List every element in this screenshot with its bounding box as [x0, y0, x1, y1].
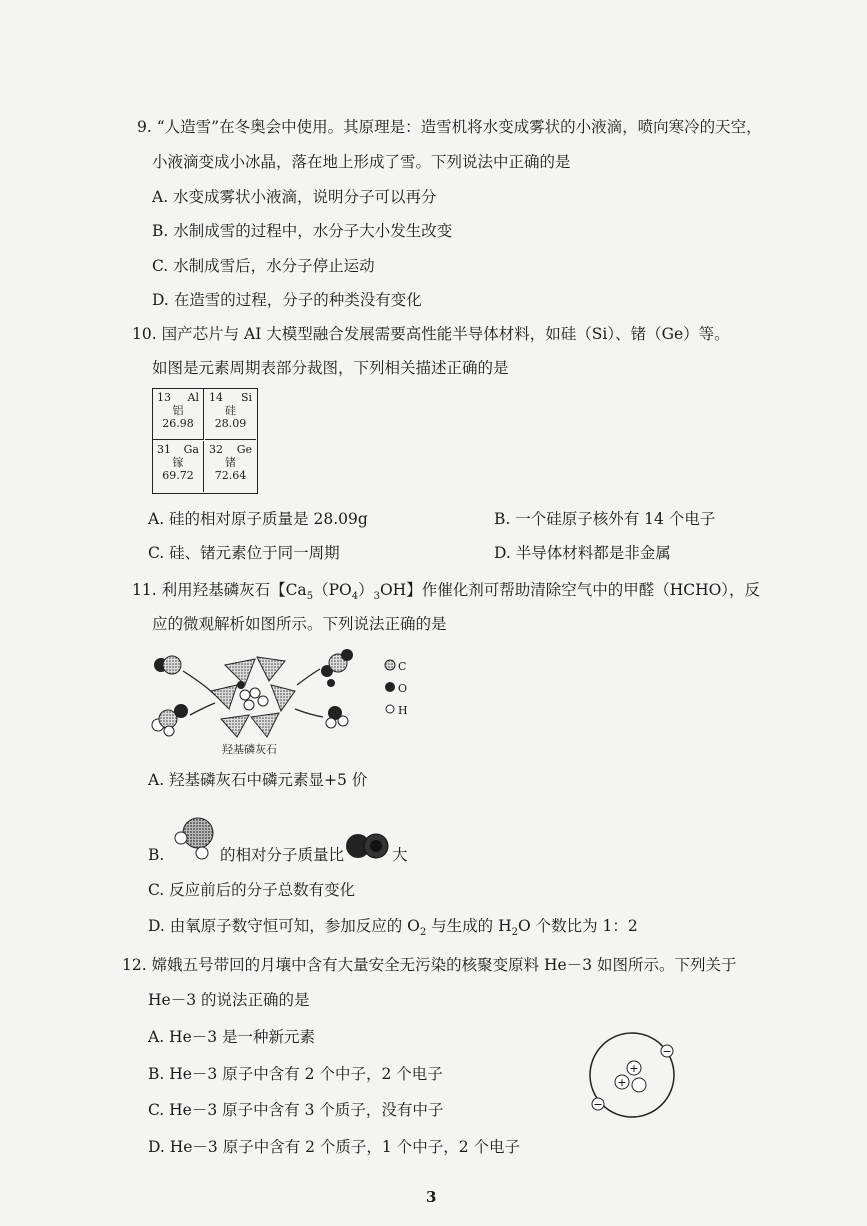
q10-stem-line2: 如图是元素周期表部分裁图，下列相关描述正确的是: [152, 359, 509, 377]
element-name: 锗: [225, 456, 236, 469]
q11-stem-line2: 应的微观解析如图所示。下列说法正确的是: [152, 615, 447, 633]
periodic-table-excerpt: [152, 388, 258, 494]
q11-stem-line1: [132, 580, 761, 603]
element-cell-ge: [205, 441, 256, 492]
neutron-icon: [632, 1078, 646, 1092]
element-number: 31: [157, 443, 171, 456]
q11-stem-part: ）: [358, 581, 374, 599]
diagram-caption: 羟基磷灰石: [222, 743, 277, 756]
element-number: 13: [157, 391, 171, 404]
carbon-dioxide-molecule-icon: [321, 649, 353, 687]
q11-stem-part: 11. 利用羟基磷灰石【Ca: [132, 581, 307, 599]
q11-option-b-letter: B.: [148, 846, 165, 864]
legend: [385, 660, 395, 713]
reaction-diagram: [145, 645, 435, 760]
element-mass: 28.09: [214, 417, 247, 430]
q12-option-d: D. He－3 原子中含有 2 个质子，1 个中子，2 个电子: [148, 1138, 521, 1156]
legend-label-c: C: [398, 660, 407, 673]
element-name: 硅: [225, 404, 236, 417]
q12-option-b: B. He－3 原子中含有 2 个中子，2 个电子: [148, 1065, 443, 1083]
q11-option-d-part: O 个数比为 1：2: [518, 917, 638, 935]
oxygen-atom-icon: [385, 682, 395, 692]
element-mass: 72.64: [214, 469, 247, 482]
q10-stem-line1: 10. 国产芯片与 AI 大模型融合发展需要高性能半导体材料，如硅（Si）、锗（Ge）等。: [132, 325, 730, 343]
element-cell-ga: [153, 441, 204, 492]
formaldehyde-molecule-icon: [172, 816, 218, 862]
element-name: 铝: [172, 404, 184, 417]
q9-option-a: A. 水变成雾状小液滴，说明分子可以再分: [152, 188, 437, 206]
element-symbol: Si: [240, 391, 252, 404]
element-mass: 69.72: [162, 469, 194, 482]
q12-stem-line2: He－3 的说法正确的是: [148, 991, 310, 1009]
q9-option-b: B. 水制成雪的过程中，水分子大小发生改变: [152, 222, 453, 240]
subscript: 2: [419, 927, 427, 939]
element-cell-si: [205, 389, 256, 440]
svg-text:+: +: [617, 1076, 627, 1089]
q11-option-d-part: 与生成的 H: [426, 917, 512, 935]
element-symbol: Al: [187, 391, 199, 404]
hydrogen-atom-icon: [386, 705, 394, 713]
q9-option-c: C. 水制成雪后，水分子停止运动: [152, 257, 375, 275]
arrow-icon: [183, 671, 215, 695]
helium-3-atom-icon: [584, 1030, 684, 1120]
q12-option-c: C. He－3 原子中含有 3 个质子，没有中子: [148, 1101, 444, 1119]
catalyst-cluster-icon: [211, 657, 295, 737]
subscript: 2: [511, 927, 518, 939]
q12-option-a: A. He－3 是一种新元素: [148, 1028, 316, 1046]
q10-option-b: B. 一个硅原子核外有 14 个电子: [494, 510, 716, 528]
q11-option-a: A. 羟基磷灰石中磷元素显+5 价: [148, 771, 368, 789]
element-number: 14: [209, 391, 223, 404]
q9-stem-line1: 9. “人造雪”在冬奥会中使用。其原理是：造雪机将水变成雾状的小液滴，喷向寒冷的天空，: [137, 118, 762, 136]
element-symbol: Ge: [236, 443, 252, 456]
q11-stem-part: OH】作催化剂可帮助清除空气中的甲醛（HCHO），反: [379, 581, 761, 599]
legend-label-h: H: [398, 704, 408, 717]
element-symbol: Ga: [183, 443, 199, 456]
q11-option-b-text: 的相对分子质量比: [220, 846, 345, 864]
svg-text:+: +: [629, 1062, 639, 1075]
arrow-icon: [190, 703, 215, 715]
subscript: 4: [351, 591, 359, 603]
page-number: 3: [426, 1188, 437, 1206]
carbon-monoxide-molecule-icon: [345, 830, 391, 862]
q9-option-d: D. 在造雪的过程，分子的种类没有变化: [152, 291, 422, 309]
formaldehyde-molecule-icon: [154, 656, 181, 674]
element-cell-al: [153, 389, 204, 440]
svg-text:−: −: [662, 1045, 672, 1058]
element-name: 镓: [172, 456, 184, 469]
q11-stem-part: （PO: [313, 581, 352, 599]
carbon-atom-icon: [385, 660, 395, 670]
q11-option-d-part: D. 由氧原子数守恒可知，参加反应的 O: [148, 917, 420, 935]
q11-option-c: C. 反应前后的分子总数有变化: [148, 881, 356, 899]
q10-option-d: D. 半导体材料都是非金属: [494, 544, 671, 562]
water-molecule-icon: [326, 706, 348, 728]
svg-text:−: −: [593, 1098, 603, 1111]
q11-option-d: [148, 916, 638, 939]
q10-option-c: C. 硅、锗元素位于同一周期: [148, 544, 340, 562]
element-mass: 26.98: [162, 417, 194, 430]
q12-stem-line1: 12. 嫦娥五号带回的月壤中含有大量安全无污染的核聚变原料 He－3 如图所示。下列关于: [122, 956, 737, 974]
q10-option-a: A. 硅的相对原子质量是 28.09g: [148, 510, 368, 528]
q9-stem-line2: 小液滴变成小冰晶，落在地上形成了雪。下列说法中正确的是: [152, 153, 571, 171]
subscript: 3: [373, 591, 380, 603]
arrow-icon: [295, 709, 323, 717]
oxygen-molecule-icon: [152, 704, 188, 736]
arrow-icon: [297, 669, 320, 685]
legend-label-o: O: [398, 682, 408, 695]
element-number: 32: [209, 443, 223, 456]
q11-option-b-end: 大: [392, 846, 408, 864]
subscript: 5: [306, 591, 314, 603]
